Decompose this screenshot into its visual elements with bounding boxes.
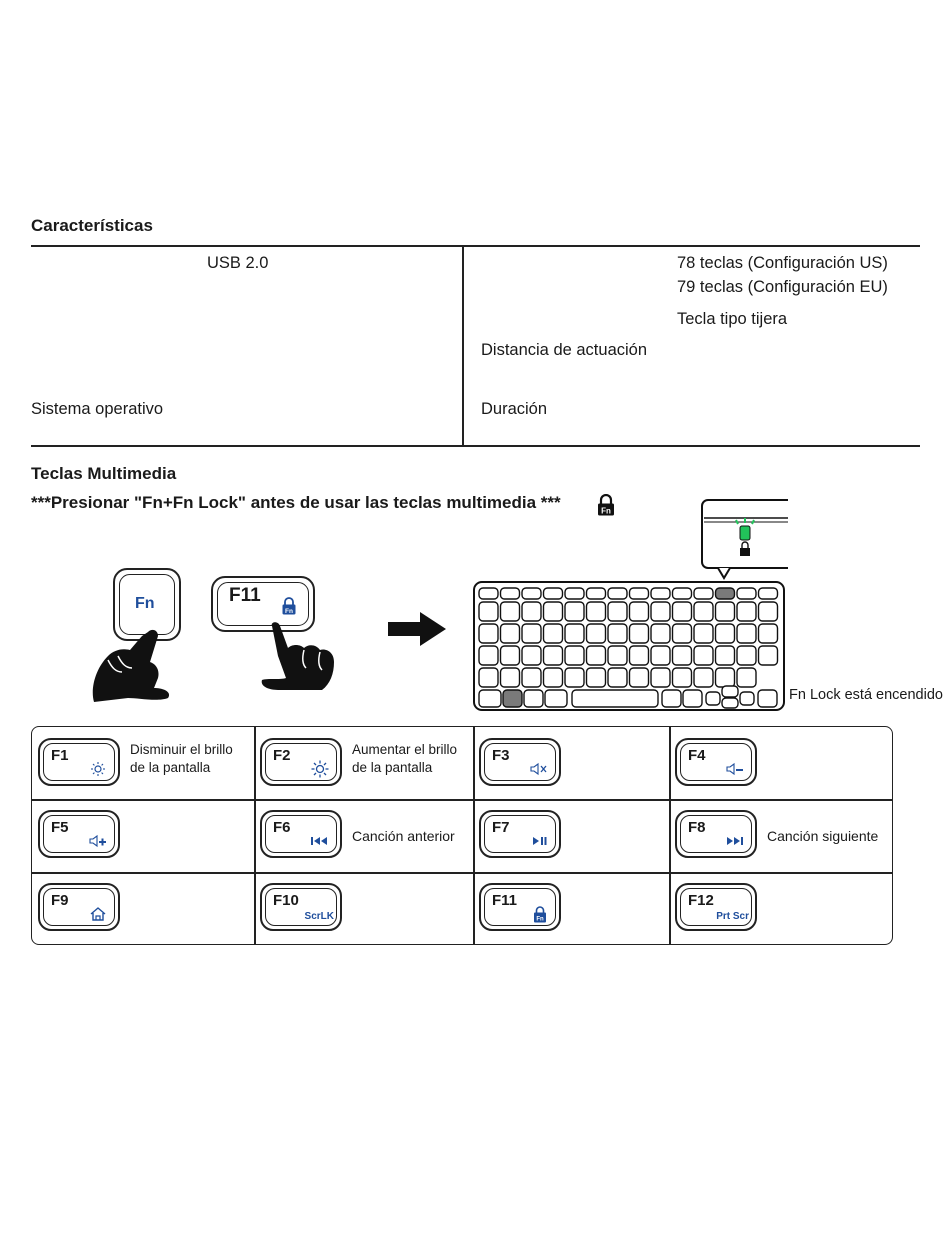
keyboard-key (759, 588, 778, 599)
fkey-label: F3 (492, 747, 510, 764)
play-pause-icon (528, 832, 550, 850)
spec-actuation-label: Distancia de actuación (481, 341, 648, 359)
keyboard-key (522, 602, 541, 621)
keyboard-key (501, 668, 520, 687)
fkey-description: Canción siguiente (767, 828, 879, 844)
keyboard-key (737, 624, 756, 643)
keyboard-key (522, 668, 541, 687)
keyboard-key (737, 646, 756, 665)
keyboard-key (522, 646, 541, 665)
fn-lock-on-label: Fn Lock está encendido (789, 687, 943, 703)
keyboard-key (544, 668, 563, 687)
svg-text:Fn: Fn (601, 506, 611, 516)
keyboard-key (651, 646, 670, 665)
fkey-cell-f7 (473, 799, 669, 872)
multimedia-title: Teclas Multimedia (31, 464, 177, 483)
fn-lock-icon (528, 905, 550, 923)
keyboard-key (737, 602, 756, 621)
keyboard-key (565, 646, 584, 665)
keyboard-key (565, 602, 584, 621)
fkey-label: F6 (273, 819, 291, 836)
f9-key (38, 883, 120, 931)
fkey-cell-f9 (32, 872, 254, 944)
keyboard-key (651, 588, 670, 599)
keyboard-key (673, 602, 692, 621)
fkey-description: Aumentar el brillo de la pantalla (352, 742, 458, 775)
f6-key (260, 810, 342, 858)
keyboard-key (608, 602, 627, 621)
home-icon (87, 905, 109, 923)
keyboard-key (608, 588, 627, 599)
fkey-cell-f4 (669, 727, 892, 799)
spec-keys-eu: 79 teclas (Configuración EU) (677, 278, 888, 296)
fkey-grid (31, 726, 893, 945)
volume-down-icon (724, 760, 746, 778)
arrow-right-icon (388, 612, 446, 646)
spec-os-label: Sistema operativo (31, 400, 164, 418)
keyboard-key (501, 646, 520, 665)
keyboard-key (545, 690, 567, 707)
fkey-cell-f11 (473, 872, 669, 944)
keyboard-key (694, 668, 713, 687)
fkey-label: F2 (273, 747, 291, 764)
fkey-label: F1 (51, 747, 69, 764)
keyboard-key (608, 624, 627, 643)
hand-pressing-fn-icon (88, 628, 174, 704)
keyboard-key (706, 692, 720, 705)
keyboard-key (479, 588, 498, 599)
f1-key (38, 738, 120, 786)
keyboard-key (479, 668, 498, 687)
fn-lock-key (716, 588, 735, 599)
keyboard-key (716, 624, 735, 643)
keyboard-key (716, 602, 735, 621)
keyboard-key (722, 686, 738, 697)
volume-up-icon (87, 832, 109, 850)
multimedia-notice: ***Presionar "Fn+Fn Lock" antes de usar las teclas multimedia *** (31, 493, 561, 512)
keyboard-key (737, 588, 756, 599)
keyboard-key (673, 646, 692, 665)
fkey-label: F9 (51, 892, 69, 909)
keyboard-key (737, 668, 756, 687)
keyboard-key (630, 624, 649, 643)
fkey-cell-f1 (32, 727, 254, 799)
keyboard-key (651, 624, 670, 643)
keyboard-key (587, 624, 606, 643)
keyboard-key (544, 646, 563, 665)
keyboard-key (662, 690, 681, 707)
spec-interface-value: USB 2.0 (207, 254, 269, 272)
keyboard-key (524, 690, 543, 707)
spec-title: Características (31, 216, 153, 235)
spec-bottom-rule (31, 445, 920, 447)
keyboard-key (479, 624, 498, 643)
spec-lifespan-label: Duración (481, 400, 548, 418)
brightness-up-icon (309, 760, 331, 778)
keyboard-key (694, 602, 713, 621)
f8-key (675, 810, 757, 858)
fkey-label: F7 (492, 819, 510, 836)
f11-key-label: F11 (229, 585, 261, 606)
keyboard-key (544, 624, 563, 643)
fkey-description: Disminuir el brillo de la pantalla (130, 742, 233, 775)
keyboard-key (479, 690, 501, 707)
f5-key (38, 810, 120, 858)
f10-key (260, 883, 342, 931)
keyboard-key (716, 646, 735, 665)
spec-top-rule (31, 245, 920, 247)
spec-column-divider (462, 245, 464, 445)
keyboard-key (694, 624, 713, 643)
fkey-label: F12 (688, 892, 714, 909)
hand-pressing-f11-icon (258, 622, 340, 692)
fkey-cell-f12 (669, 872, 892, 944)
fkey-label: F5 (51, 819, 69, 836)
keyboard-key (759, 646, 778, 665)
fkey-label: F10 (273, 892, 299, 909)
next-track-icon (724, 832, 746, 850)
keyboard-key (673, 668, 692, 687)
keyboard-key (758, 690, 777, 707)
keyboard-illustration (472, 498, 788, 712)
keyboard-key (479, 646, 498, 665)
keyboard-key (565, 624, 584, 643)
keyboard-key (501, 602, 520, 621)
f2-key (260, 738, 342, 786)
keyboard-key (522, 624, 541, 643)
keyboard-key (651, 668, 670, 687)
keyboard-key (544, 588, 563, 599)
keyboard-key (565, 668, 584, 687)
fkey-cell-f2 (254, 727, 473, 799)
previous-track-icon (309, 832, 331, 850)
keyboard-key (716, 668, 735, 687)
f12-key (675, 883, 757, 931)
keyboard-key (630, 588, 649, 599)
keyboard-key (587, 602, 606, 621)
fn-lock-icon (281, 597, 297, 615)
fkey-label: F8 (688, 819, 706, 836)
f3-key (479, 738, 561, 786)
keyboard-key (740, 692, 754, 705)
keyboard-key (694, 646, 713, 665)
keyboard-key (587, 588, 606, 599)
f7-key (479, 810, 561, 858)
fkey-cell-f10 (254, 872, 473, 944)
keyboard-key (501, 588, 520, 599)
keyboard-key (608, 646, 627, 665)
fkey-description: Canción anterior (352, 828, 455, 844)
keyboard-key (587, 646, 606, 665)
spec-key-type: Tecla tipo tijera (677, 310, 788, 328)
keyboard-key (544, 602, 563, 621)
f4-key (675, 738, 757, 786)
keyboard-key (673, 588, 692, 599)
fn-key (503, 690, 522, 707)
spec-keys-us: 78 teclas (Configuración US) (677, 254, 888, 272)
fn-key-label: Fn (135, 595, 155, 612)
keyboard-key (630, 646, 649, 665)
keyboard-key (651, 602, 670, 621)
brightness-down-icon (87, 760, 109, 778)
keyboard-key (587, 668, 606, 687)
keyboard-key (608, 668, 627, 687)
print-screen-icon: Prt Scr (716, 911, 749, 922)
keyboard-key (565, 588, 584, 599)
space-bar (572, 690, 658, 707)
scroll-lock-icon: ScrLK (304, 911, 334, 922)
fkey-label: F11 (492, 892, 518, 909)
svg-text:Fn: Fn (285, 607, 293, 615)
keyboard-key (759, 624, 778, 643)
keyboard-key (522, 588, 541, 599)
keyboard-key (673, 624, 692, 643)
keyboard-key (630, 668, 649, 687)
keyboard-key (630, 602, 649, 621)
keyboard-key (479, 602, 498, 621)
fkey-label: F4 (688, 747, 706, 764)
mute-icon (528, 760, 550, 778)
fkey-cell-f3 (473, 727, 669, 799)
keyboard-key (501, 624, 520, 643)
fkey-cell-f6 (254, 799, 473, 872)
fkey-cell-f5 (32, 799, 254, 872)
keyboard-key (694, 588, 713, 599)
svg-text:Fn: Fn (536, 916, 544, 923)
f11-key (479, 883, 561, 931)
fkey-cell-f8 (669, 799, 892, 872)
keyboard-key (759, 602, 778, 621)
keyboard-key (683, 690, 702, 707)
keyboard-key (722, 698, 738, 708)
